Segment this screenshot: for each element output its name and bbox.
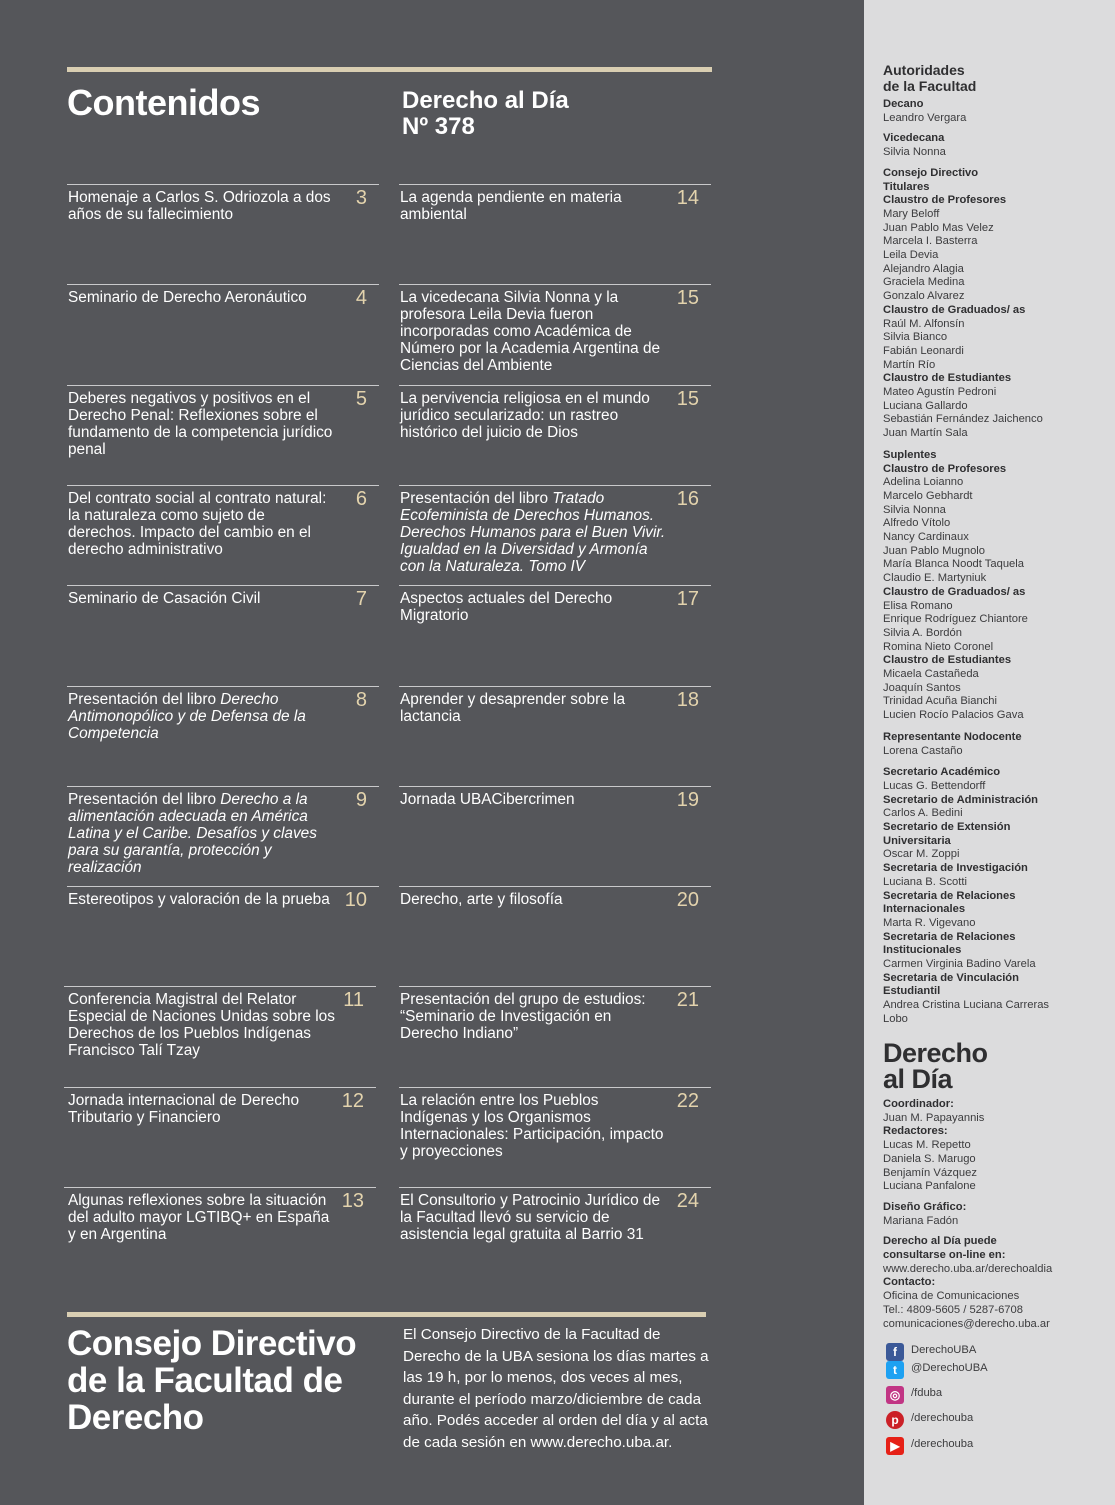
toc-item-title: Seminario de Derecho Aeronáutico (68, 289, 307, 307)
toc-item-title: Aprender y desaprender sobre la lactancia (400, 690, 626, 725)
credits-name[interactable]: comunicaciones@derecho.uba.ar (883, 1317, 1050, 1330)
toc-item[interactable] (399, 1187, 711, 1243)
sidebar-name: Luciana B. Scotti (883, 875, 967, 888)
sidebar-name: Gonzalo Alvarez (883, 290, 965, 303)
sidebar-heading: Secretaria de Investigación (883, 862, 1028, 875)
sidebar-heading: Titulares (883, 180, 930, 193)
sidebar-name: Leila Devia (883, 249, 939, 261)
sidebar-name: Martín Río (883, 358, 936, 371)
sidebar-name: Juan Pablo Mas Velez (883, 221, 994, 234)
sidebar-heading: Institucionales (883, 944, 962, 957)
sidebar-name: Lobo (883, 1012, 908, 1025)
issue-heading (402, 88, 569, 140)
credits-name: Luciana Panfalone (883, 1180, 976, 1193)
toc-item-title: Presentación del libro Tratado Ecofeminista de Derechos Humanos. Derechos Humanos para el Buen Vivir. Igualdad en la Diversidad y Armonía con la Naturaleza. Tomo IV (400, 489, 666, 575)
sidebar-name: Trinidad Acuña Bianchi (883, 695, 998, 708)
toc-item-title: Jornada UBACibercrimen (400, 790, 575, 808)
twitter-icon[interactable]: t (886, 1361, 904, 1379)
toc-item-page: 20 (676, 889, 699, 912)
sidebar-heading: Autoridades (883, 62, 965, 78)
toc-item-page: 13 (341, 1190, 364, 1212)
credits-name: Lucas M. Repetto (883, 1139, 971, 1152)
credits-name[interactable]: www.derecho.uba.ar/derechoaldia (883, 1262, 1053, 1275)
sidebar-name: Graciela Medina (883, 276, 965, 289)
credits-heading: consultarse on-line en: (883, 1249, 1006, 1261)
toc-item[interactable] (399, 284, 711, 375)
toc-item-title: Jornada internacional de Derecho Tributario y Financiero (68, 1091, 300, 1126)
toc-item[interactable] (399, 385, 711, 441)
social-handle[interactable]: /fduba (911, 1387, 943, 1399)
sidebar-name: Claudio E. Martyniuk (883, 572, 987, 585)
sidebar-name: Carmen Virginia Badino Varela (883, 958, 1036, 970)
sidebar-heading: Secretaria de Relaciones (883, 889, 1016, 902)
toc-item-page: 21 (676, 989, 699, 1012)
sidebar-name: María Blanca Noodt Taquela (883, 558, 1024, 571)
toc-item-page: 10 (344, 889, 367, 912)
credits-name: Daniela S. Marugo (883, 1152, 976, 1165)
toc-item-page: 19 (676, 788, 699, 811)
brand-line-2: al Día (883, 1064, 953, 1094)
toc-item-page: 15 (676, 287, 699, 310)
sidebar-heading: Internacionales (883, 903, 966, 916)
sidebar-name: Andrea Cristina Luciana Carreras (883, 999, 1050, 1012)
sidebar-name: Silvia Nonna (883, 146, 946, 159)
sidebar-name: Juan Martín Sala (883, 427, 968, 440)
sidebar-heading: Claustro de Profesores (883, 462, 1007, 475)
toc-item-page: 15 (676, 387, 699, 410)
toc-item-page: 11 (343, 989, 364, 1012)
sidebar-heading: Claustro de Estudiantes (883, 654, 1012, 667)
pinterest-icon[interactable]: p (886, 1411, 904, 1429)
sidebar-name: Adelina Loianno (883, 476, 964, 489)
credits-heading: Contacto: (883, 1276, 936, 1289)
sidebar (864, 0, 1115, 1505)
toc-item[interactable] (399, 686, 711, 725)
sidebar-name: Silvia A. Bordón (883, 626, 962, 639)
sidebar-name: Micaela Castañeda (883, 668, 979, 680)
social-handle[interactable]: DerechoUBA (911, 1344, 977, 1356)
sidebar-name: Marcelo Gebhardt (883, 489, 973, 502)
sidebar-heading: Claustro de Estudiantes (883, 372, 1012, 385)
toc-item[interactable] (399, 1087, 711, 1160)
toc-item-title: La agenda pendiente en materia ambiental (400, 189, 622, 223)
toc-item[interactable] (67, 184, 379, 223)
sidebar-heading: Secretaria de Relaciones (883, 930, 1016, 943)
toc-item[interactable] (64, 986, 376, 1060)
sidebar-heading: Estudiantil (883, 985, 941, 998)
toc-item-page: 17 (676, 588, 699, 611)
toc-item[interactable] (399, 585, 711, 625)
toc-item-page: 3 (355, 187, 367, 209)
toc-item-page: 7 (355, 588, 367, 611)
top-rule (67, 67, 712, 72)
sidebar-heading: Vicedecana (883, 132, 945, 145)
toc-item[interactable] (399, 184, 711, 223)
brand-line-1: Derecho (883, 1038, 988, 1068)
credits-name: Oficina de Comunicaciones (883, 1290, 1020, 1303)
credits-heading: Diseño Gráfico: (883, 1200, 967, 1213)
toc-item-title: Presentación del libro Derecho a la alimentación adecuada en América Latina y el Caribe. Desafíos y claves para su garantía, protección y realización (68, 790, 317, 876)
sidebar-heading: Secretario de Extensión (883, 821, 1011, 833)
page-title: Contenidos (67, 82, 260, 123)
sidebar-name: Romina Nieto Coronel (883, 640, 994, 653)
credits-name: Benjamín Vázquez (883, 1166, 977, 1179)
sidebar-name: Carlos A. Bedini (883, 807, 963, 820)
toc-item-title: La relación entre los Pueblos Indígenas y los Organismos Internacionales: Participación, impacto y proyecciones (400, 1091, 664, 1160)
youtube-icon[interactable]: ▶ (886, 1437, 904, 1455)
facebook-icon[interactable]: f (886, 1343, 904, 1361)
sidebar-name: Elisa Romano (883, 599, 953, 612)
toc-item[interactable] (67, 686, 379, 742)
social-handle[interactable]: /derechouba (911, 1412, 974, 1424)
toc-item-page: 12 (341, 1089, 364, 1112)
toc-item[interactable] (399, 986, 711, 1043)
sidebar-name: Raúl M. Alfonsín (883, 317, 965, 330)
toc-item-title: Presentación del libro Derecho Antimonopólico y de Defensa de la Competencia (68, 690, 306, 742)
toc-item-page: 6 (355, 487, 367, 510)
sidebar-name: Mateo Agustín Pedroni (883, 386, 997, 398)
credits-heading: Redactores: (883, 1125, 948, 1138)
sidebar-name: Marta R. Vigevano (883, 916, 976, 929)
credits-heading: Derecho al Día puede (883, 1235, 997, 1248)
consejo-text: El Consejo Directivo de la Facultad de Derecho de la UBA sesiona los días martes a las 19 h, por lo menos, dos veces al mes, durante el período marzo/diciembre de cada año. Podés acceder al orden del día y al acta de cada sesión en www.derecho.uba.ar. (403, 1326, 709, 1451)
sidebar-heading: Representante Nodocente (883, 730, 1022, 743)
toc-item-title: Homenaje a Carlos S. Odriozola a dos años de su fallecimiento (68, 189, 331, 223)
toc-item-title: Presentación del grupo de estudios: “Seminario de Investigación en Derecho Indiano” (400, 991, 646, 1043)
sidebar-heading: Universitaria (883, 834, 951, 847)
social-handle[interactable]: @DerechoUBA (911, 1362, 988, 1374)
toc-item[interactable] (64, 1187, 376, 1243)
issue-line-2: Nº 378 (402, 113, 475, 140)
toc-item[interactable] (67, 886, 379, 912)
toc-item[interactable] (67, 485, 379, 558)
sidebar-name: Lucas G. Bettendorff (883, 779, 986, 792)
social-handle[interactable]: /derechouba (911, 1438, 974, 1450)
toc-item-page: 8 (355, 688, 367, 711)
sidebar-name: Mary Beloff (883, 207, 940, 220)
sidebar-heading: Secretario Académico (883, 766, 1001, 779)
sidebar-name: Juan Pablo Mugnolo (883, 544, 986, 557)
toc-item-title: Conferencia Magistral del Relator Especial de Naciones Unidas sobre los Derechos de los Pueblos Indígenas Francisco Talí Tzay (68, 991, 335, 1060)
toc-item-page: 5 (355, 387, 367, 410)
sidebar-heading: Claustro de Profesores (883, 194, 1007, 207)
toc-item-page: 4 (355, 287, 367, 310)
toc-item-title: La vicedecana Silvia Nonna y la profesora Leila Devia fueron incorporadas como Académica de Número por la Academia Argentina de Ciencias del Ambiente (400, 289, 661, 375)
toc-item[interactable] (67, 385, 379, 458)
toc-item-page: 18 (676, 688, 699, 711)
sidebar-heading: de la Facultad (883, 78, 977, 94)
toc-item-page: 24 (676, 1190, 699, 1212)
sidebar-name: Joaquín Santos (883, 681, 961, 694)
toc-item-title: La pervivencia religiosa en el mundo jurídico secularizado: un rastreo histórico del juicio de Dios (400, 389, 650, 441)
sidebar-name: Fabián Leonardi (883, 344, 964, 357)
bottom-rule (67, 1312, 706, 1317)
sidebar-heading: Secretaria de Vinculación (883, 971, 1019, 984)
sidebar-name: Silvia Bianco (883, 331, 948, 344)
toc-item[interactable] (67, 585, 379, 611)
toc-item-title: Seminario de Casación Civil (68, 590, 261, 608)
sidebar-name: Luciana Gallardo (883, 399, 968, 412)
toc-item[interactable] (64, 1087, 376, 1126)
sidebar-name: Alejandro Alagia (883, 262, 964, 275)
sidebar-name: Marcela I. Basterra (883, 235, 978, 248)
credits-heading: Coordinador: (883, 1098, 954, 1110)
toc-item[interactable] (399, 886, 711, 912)
consejo-title: Consejo Directivo de la Facultad de Derecho (67, 1324, 357, 1437)
toc-item[interactable] (67, 786, 379, 876)
sidebar-heading: Claustro de Graduados/ as (883, 585, 1026, 598)
credits-name: Mariana Fadón (883, 1214, 959, 1227)
toc-item-title: El Consultorio y Patrocinio Jurídico de la Facultad llevó su servicio de asistencia legal gratuita al Barrio 31 (400, 1192, 661, 1243)
sidebar-name: Lorena Castaño (883, 744, 963, 757)
instagram-icon[interactable]: ◎ (886, 1386, 904, 1404)
sidebar-heading: Decano (883, 98, 924, 110)
sidebar-name: Nancy Cardinaux (883, 531, 969, 543)
credits-name: Tel.: 4809-5605 / 5287-6708 (883, 1303, 1023, 1316)
toc-item-page: 22 (676, 1089, 699, 1112)
toc-item-title: Deberes negativos y positivos en el Derecho Penal: Reflexiones sobre el fundamento de la competencia jurídico penal (68, 389, 333, 458)
toc-item-title: Estereotipos y valoración de la prueba (68, 891, 330, 909)
sidebar-name: Lucien Rocío Palacios Gava (883, 709, 1024, 722)
toc-item-title: Derecho, arte y filosofía (400, 891, 563, 909)
sidebar-heading: Secretario de Administración (883, 793, 1039, 806)
sidebar-heading: Suplentes (883, 448, 937, 461)
issue-line-1: Derecho al Día (402, 87, 569, 114)
sidebar-heading: Consejo Directivo (883, 166, 979, 179)
sidebar-name: Oscar M. Zoppi (883, 848, 960, 861)
toc-item-page: 16 (676, 487, 699, 510)
sidebar-name: Leandro Vergara (883, 111, 967, 124)
sidebar-name: Silvia Nonna (883, 503, 946, 516)
credits-name: Juan M. Papayannis (883, 1111, 985, 1124)
toc-item[interactable] (399, 786, 711, 811)
toc-item-title: Del contrato social al contrato natural: la naturaleza como sujeto de derechos. Impacto del cambio en el derecho administrativo (68, 489, 327, 558)
sidebar-name: Sebastián Fernández Jaichenco (883, 413, 1043, 426)
toc-item-page: 14 (676, 187, 699, 209)
toc-item-title: Aspectos actuales del Derecho Migratorio (400, 590, 613, 625)
toc-item[interactable] (399, 485, 711, 575)
sidebar-name: Alfredo Vítolo (883, 517, 951, 530)
toc-item-page: 9 (355, 788, 367, 811)
toc-item[interactable] (67, 284, 379, 310)
toc-item-title: Algunas reflexiones sobre la situación del adulto mayor LGTIBQ+ en España y en Argentina (68, 1192, 330, 1243)
sidebar-heading: Claustro de Graduados/ as (883, 303, 1026, 316)
sidebar-name: Enrique Rodríguez Chiantore (883, 613, 1028, 626)
brand-title (883, 1040, 988, 1092)
